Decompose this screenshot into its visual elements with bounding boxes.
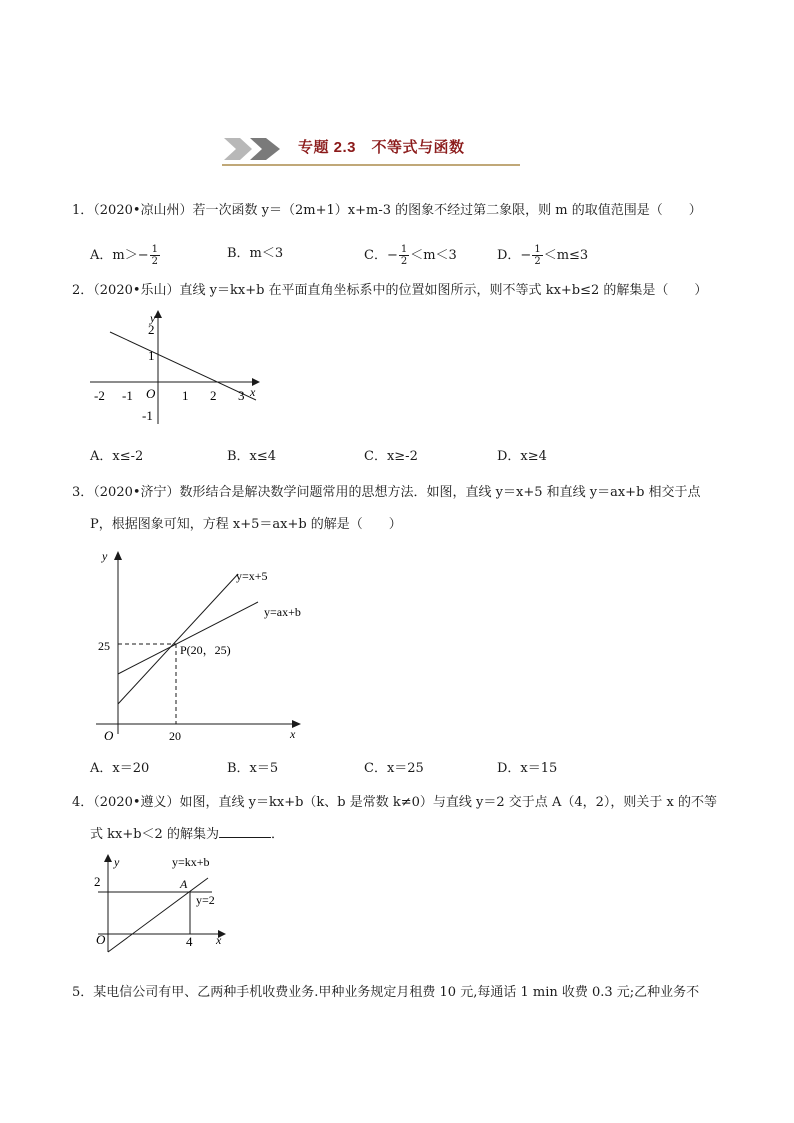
y-tick-label: 2 [94,874,101,889]
fraction-denominator: 2 [400,256,408,267]
q4-graph [88,852,236,956]
title-banner [222,132,522,168]
question-3-line-2: P，根据图象可知，方程 x+5＝ax+b 的解是（ ） [90,517,402,532]
line1-label: y=x+5 [236,569,268,583]
y-tick-label: 2 [148,322,155,337]
intersection-label: P(20，25) [180,643,231,657]
question-3-line-1: 3．（2020•济宁）数形结合是解决数学问题常用的思想方法．如图，直线 y＝x+5 和直线 y＝ax+b 相交于点 [72,485,701,500]
y-axis-label: y [150,311,156,325]
x-tick-label: -1 [122,388,133,403]
question-4-line-2-text: 式 kx+b＜2 的解集为 [90,827,219,842]
question-5-text: 5．某电信公司有甲、乙两种手机收费业务.甲种业务规定月租费 10 元,每通话 1 min 收费 0.3 元;乙种业务不 [72,985,700,1000]
q1-option-d [497,244,588,267]
origin-label: O [96,932,106,947]
y-tick-label: 25 [98,639,110,653]
question-1-text: 1．（2020•凉山州）若一次函数 y＝（2m+1）x+m-3 的图象不经过第二象限，则 m 的取值范围是（ ） [72,203,702,218]
answer-blank[interactable] [219,823,271,838]
question-4-line-1: 4．（2020•遵义）如图，直线 y＝kx+b（k、b 是常数 k≠0）与直线 y＝2 交于点 A（4，2），则关于 x 的不等 [72,795,717,810]
x-tick-label: 2 [210,388,217,403]
q3-graph [96,546,316,746]
line-ax-plus-b [118,602,258,674]
x-axis-label: x [250,385,256,399]
x-tick-label: 1 [182,388,189,403]
x-axis-label: x [216,933,222,947]
q2-option-b: B．x≤4 [227,449,277,464]
line-kx-b [108,878,208,952]
y-tick-label: 1 [148,348,155,363]
q3-option-d: D．x＝15 [497,761,558,776]
title-underline [222,164,520,166]
q2-option-a: A．x≤-2 [90,449,144,464]
q3-option-b: B．x＝5 [227,761,279,776]
question-4-line-2-end: ． [270,827,284,842]
q1-option-a [90,244,161,267]
origin-label: O [104,728,114,743]
q3-option-a: A．x＝20 [90,761,150,776]
y-axis-label: y [114,855,120,869]
line2-label: y=ax+b [264,605,301,619]
fraction-denominator: 2 [151,256,158,267]
q1-option-c-label: C．− [364,248,398,263]
fraction [532,244,542,267]
q1-option-c-rest: ＜m＜3 [410,248,457,263]
q1-option-d-label: D．− [497,248,532,263]
origin-label: O [146,386,156,401]
q2-graph [86,308,266,428]
fraction-denominator: 2 [534,256,541,267]
point-a-label: A [180,877,188,891]
x-tick-label: 3 [238,388,245,403]
y-tick-label: -1 [142,408,153,423]
question-2-text: 2．（2020•乐山）直线 y＝kx+b 在平面直角坐标系中的位置如图所示，则不等式 kx+b≤2 的解集是（ ） [72,283,708,298]
q3-option-c: C．x＝25 [364,761,424,776]
q1-option-d-rest: ＜m≤3 [543,248,589,263]
hline-label: y=2 [196,893,215,907]
line-label: y=kx+b [172,855,210,869]
x-axis-label: x [290,727,296,741]
q2-option-c: C．x≥-2 [364,449,418,464]
q1-option-c [364,244,457,267]
y-axis-label: y [102,549,108,563]
double-chevron-icon [222,136,286,162]
fraction [150,244,160,267]
page-title: 专题 2.3 不等式与函数 [298,139,465,156]
fraction-numerator: 1 [151,244,158,255]
q1-option-a-label: A．m＞− [90,248,149,263]
x-tick-label: 20 [169,729,181,743]
q1-option-b: B．m＜3 [227,246,284,261]
fraction-numerator: 1 [400,244,408,255]
x-tick-label: 4 [186,934,193,949]
x-tick-label: -2 [94,388,105,403]
question-4-line-2 [90,823,284,845]
q2-option-d: D．x≥4 [497,449,547,464]
line-x-plus-5 [118,574,238,704]
fraction-numerator: 1 [534,244,541,255]
fraction [399,244,409,267]
